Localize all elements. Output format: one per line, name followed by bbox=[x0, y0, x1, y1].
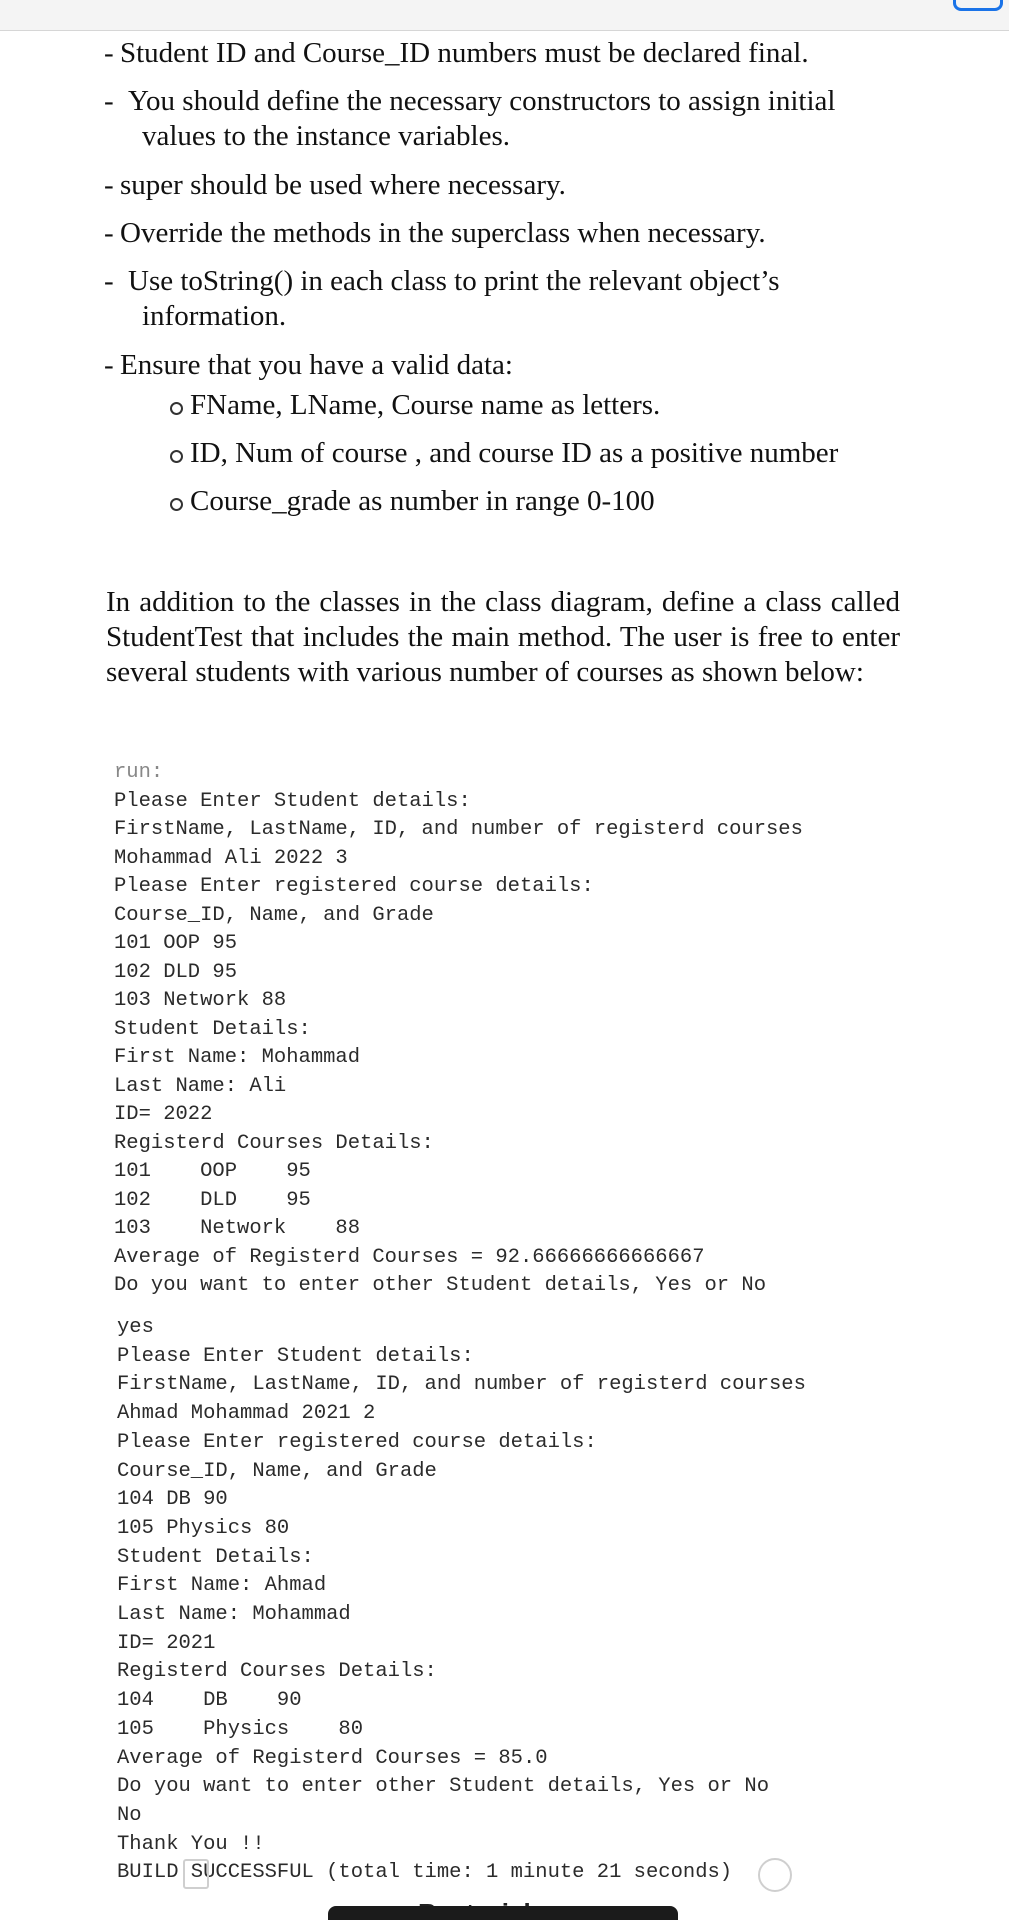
list-item: - Ensure that you have a valid data: bbox=[106, 348, 906, 396]
console-line: Course_ID, Name, and Grade bbox=[114, 903, 434, 927]
console-line: 104 DB 90 bbox=[117, 1689, 302, 1713]
bullet-text: You should define the necessary constructors to assign initial bbox=[128, 85, 836, 117]
console-line: First Name: Mohammad bbox=[114, 1046, 361, 1069]
console-line: Ahmad Mohammad 2021 2 bbox=[117, 1402, 376, 1426]
console-line: Last Name: Ali bbox=[114, 1074, 287, 1098]
console-line: 101 OOP 95 bbox=[114, 932, 238, 955]
home-indicator-bar[interactable] bbox=[328, 1906, 678, 1920]
bullet-text: Use toString() in each class to print the relevant object’s bbox=[128, 265, 780, 297]
console-line: 104 DB 90 bbox=[117, 1488, 228, 1512]
run-label: run: bbox=[114, 761, 164, 784]
list-item: - super should be used where necessary. bbox=[106, 168, 906, 216]
console-line: Average of Registerd Courses = 92.66666666666667 bbox=[114, 1245, 705, 1269]
console-line: 105 Physics 80 bbox=[117, 1717, 364, 1741]
console-line: Do you want to enter other Student details, Yes or No bbox=[114, 1274, 767, 1297]
sub-list-item: FName, LName, Course name as letters. bbox=[170, 388, 890, 436]
console-line: Student Details: bbox=[114, 1017, 311, 1041]
console-line: Registerd Courses Details: bbox=[114, 1131, 434, 1155]
circle-bullet-icon bbox=[170, 450, 183, 463]
watermark-icon bbox=[758, 1858, 792, 1892]
list-item: - Student ID and Course_ID numbers must be declared final. bbox=[106, 36, 906, 84]
console-line: Thank You !! bbox=[117, 1832, 265, 1856]
console-line: Please Enter registered course details: bbox=[117, 1430, 597, 1454]
console-line: ID= 2022 bbox=[114, 1103, 213, 1126]
bullet-text: Student ID and Course_ID numbers must be declared final. bbox=[120, 37, 809, 69]
sub-list-item: Course_grade as number in range 0-100 bbox=[170, 484, 890, 532]
console-line: Please Enter registered course details: bbox=[114, 875, 594, 898]
console-line: FirstName, LastName, ID, and number of registerd courses bbox=[114, 818, 803, 841]
console-line: 103 Network 88 bbox=[114, 989, 287, 1012]
circle-bullet-icon bbox=[170, 498, 183, 511]
console-line: Average of Registerd Courses = 85.0 bbox=[117, 1746, 548, 1770]
console-line: Do you want to enter other Student details, Yes or No bbox=[117, 1775, 770, 1799]
watermark-icon bbox=[183, 1859, 209, 1889]
list-item: - Use toString() in each class to print the relevant object’s information. bbox=[106, 264, 906, 348]
sub-list-item: ID, Num of course , and course ID as a positive number bbox=[170, 436, 890, 484]
bullet-continuation: values to the instance variables. bbox=[142, 120, 511, 152]
build-status-line: BUILD SUCCESSFUL (total time: 1 minute 21 seconds) bbox=[117, 1861, 733, 1885]
console-line: Please Enter Student details: bbox=[114, 789, 471, 813]
console-line: No bbox=[117, 1803, 142, 1827]
bullet-text: super should be used where necessary. bbox=[120, 169, 566, 201]
list-item: - You should define the necessary constructors to assign initial values to the instance variables. bbox=[106, 84, 906, 168]
top-tab-indicator[interactable] bbox=[953, 0, 1003, 11]
instructions-paragraph: In addition to the classes in the class diagram, define a class called StudentTest that includes the main method. The user is free to enter several students with various number of courses as shown below: bbox=[106, 586, 900, 688]
console-line: Please Enter Student details: bbox=[117, 1344, 474, 1368]
requirements-list bbox=[106, 36, 906, 396]
console-line: 102 DLD 95 bbox=[114, 960, 238, 984]
validation-sublist bbox=[170, 388, 890, 532]
list-item: - Override the methods in the superclass when necessary. bbox=[106, 216, 906, 264]
console-line: 102 DLD 95 bbox=[114, 1188, 311, 1212]
console-line: 103 Network 88 bbox=[114, 1217, 361, 1240]
console-line: FirstName, LastName, ID, and number of registerd courses bbox=[117, 1373, 806, 1397]
bullet-continuation: information. bbox=[142, 300, 287, 332]
console-line: Student Details: bbox=[117, 1545, 314, 1569]
bullet-text: Override the methods in the superclass when necessary. bbox=[120, 217, 766, 249]
circle-bullet-icon bbox=[170, 402, 183, 415]
console-line: 105 Physics 80 bbox=[117, 1516, 290, 1540]
console-line: Last Name: Mohammad bbox=[117, 1603, 351, 1626]
top-bar bbox=[0, 0, 1009, 31]
console-line: Registerd Courses Details: bbox=[117, 1660, 437, 1684]
console-line: ID= 2021 bbox=[117, 1631, 216, 1655]
bullet-text: Ensure that you have a valid data: bbox=[120, 349, 513, 381]
console-line: Mohammad Ali 2022 3 bbox=[114, 846, 348, 870]
console-line: Course_ID, Name, and Grade bbox=[117, 1459, 437, 1483]
console-line: 101 OOP 95 bbox=[114, 1160, 311, 1183]
console-line: First Name: Ahmad bbox=[117, 1574, 327, 1598]
console-line: yes bbox=[117, 1316, 154, 1339]
